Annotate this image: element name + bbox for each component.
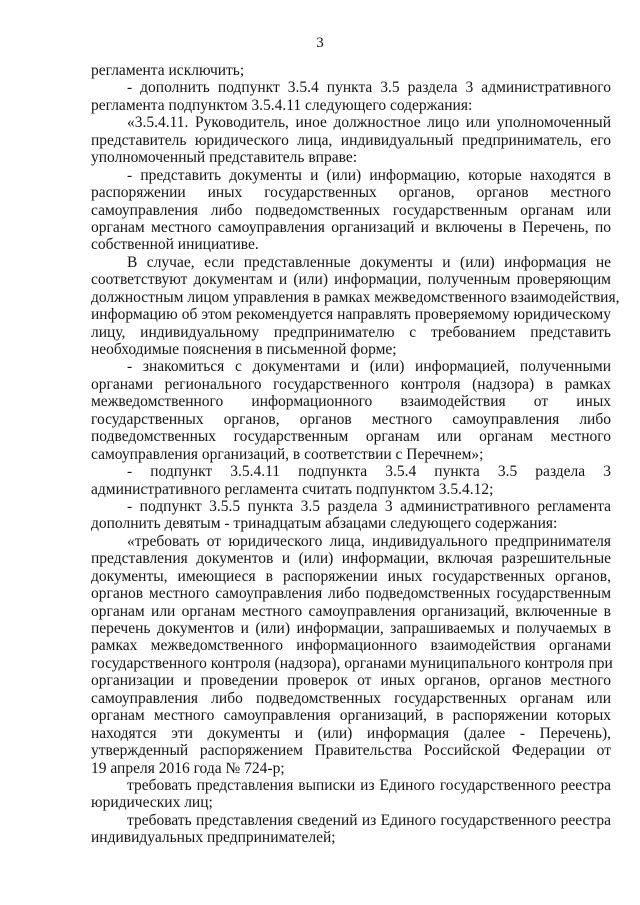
text-line: должностным лицом управления в рамках межведомственного взаимодействия,: [91, 288, 620, 306]
text-line: подведомственных государственным органам или органам местного: [91, 428, 611, 446]
text-line: органами регионального государственного контроля (надзора) в рамках: [91, 375, 611, 393]
text-line: - подпункт 3.5.4.11 подпункта 3.5.4 пункта 3.5 раздела 3: [127, 463, 611, 481]
text-line: органам или органам местного самоуправления организаций, включенные в: [91, 602, 611, 620]
text-line: «требовать от юридического лица, индивидуального предпринимателя: [127, 532, 611, 550]
text-line: органам местного самоуправления организаций и включены в Перечень, по: [91, 218, 611, 236]
text-line: самоуправления либо подведомственных государственных органам или: [91, 689, 611, 707]
text-line: документы, имеющиеся в распоряжении иных государственных органов,: [91, 567, 611, 585]
text-line: утвержденный распоряжением Правительства Российской Федерации от: [91, 742, 611, 760]
text-line: регламента подпунктом 3.5.4.11 следующего содержания:: [91, 96, 473, 114]
text-line: уполномоченный представитель вправе:: [91, 149, 358, 167]
text-line: дополнить девятым - тринадцатым абзацами следующего содержания:: [91, 515, 558, 533]
text-line: самоуправления либо подведомственных государственным органам или: [91, 201, 611, 219]
text-line: представитель юридического лица, индивидуальный предприниматель, его: [91, 131, 611, 149]
text-line: собственной инициативе.: [91, 236, 259, 254]
text-line: 19 апреля 2016 года № 724-р;: [91, 759, 285, 777]
text-line: требовать представления сведений из Единого государственного реестра: [127, 811, 611, 829]
text-line: необходимые пояснения в письменной форме;: [91, 341, 397, 358]
text-line: распоряжении иных государственных органов, органов местного: [91, 184, 611, 202]
text-line: - представить документы и (или) информацию, которые находятся в: [127, 166, 611, 184]
text-line: - подпункт 3.5.5 пункта 3.5 раздела 3 административного регламента: [127, 497, 611, 515]
text-line: В случае, если представленные документы и (или) информация не: [127, 253, 611, 271]
text-line: перечень документов и (или) информации, запрашиваемых и получаемых в: [91, 620, 611, 637]
text-line: информацию об этом рекомендуется направлять проверяемому юридическому: [91, 306, 611, 324]
text-line: рамках межведомственного информационного взаимодействия органами: [91, 637, 611, 655]
text-line: лицу, индивидуальному предпринимателю с требованием представить: [91, 323, 611, 341]
text-line: соответствуют документам и (или) информации, полученным проверяющим: [91, 271, 611, 289]
document-body: [91, 62, 620, 847]
text-line: находятся эти документы и (или) информация (далее - Перечень),: [91, 724, 611, 742]
text-line: индивидуальных предпринимателей;: [91, 829, 336, 847]
text-line: государственного контроля (надзора), органами муниципального контроля при: [91, 654, 613, 672]
page-number: 3: [316, 35, 324, 51]
text-line: административного регламента считать подпунктом 3.5.4.12;: [91, 480, 494, 498]
text-line: - знакомиться с документами и (или) информацией, полученными: [127, 358, 611, 376]
text-line: юридических лиц;: [91, 794, 213, 812]
text-line: межведомственного информационного взаимодействия от иных: [91, 393, 611, 411]
text-line: органам местного самоуправления организаций, в распоряжении которых: [91, 707, 611, 725]
text-line: требовать представления выписки из Единого государственного реестра: [127, 776, 611, 794]
text-line: представления документов и (или) информации, включая разрешительные: [91, 550, 611, 568]
text-line: организации и проведении проверок от иных органов, органов местного: [91, 672, 611, 690]
text-line: регламента исключить;: [91, 62, 245, 79]
text-line: государственных органов, органов местного самоуправления либо: [91, 410, 611, 428]
text-line: - дополнить подпункт 3.5.4 пункта 3.5 раздела 3 административного: [127, 79, 611, 97]
text-line: самоуправления организаций, в соответствии с Перечнем»;: [91, 445, 484, 463]
text-line: органов местного самоуправления либо подведомственных государственным: [91, 585, 611, 603]
text-line: «3.5.4.11. Руководитель, иное должностное лицо или уполномоченный: [127, 114, 611, 132]
